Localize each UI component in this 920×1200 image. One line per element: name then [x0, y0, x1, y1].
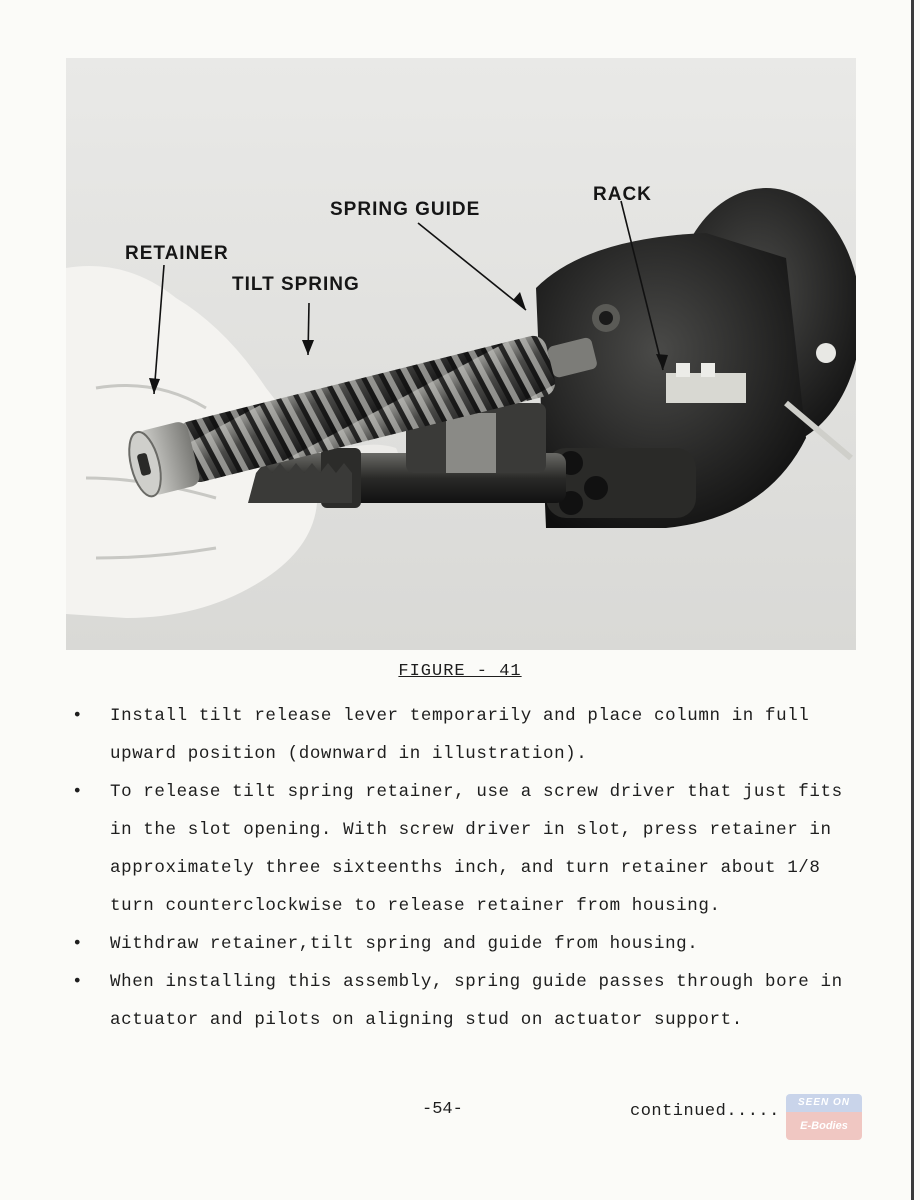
label-tilt-spring: TILT SPRING [232, 274, 360, 295]
list-item [70, 697, 850, 773]
list-item-text: When installing this assembly, spring guide passes through bore in actuator and pilots on aligning stud on actuator support. [110, 972, 843, 1030]
watermark-line2: E-Bodies [786, 1112, 862, 1140]
list-item [70, 773, 850, 925]
label-spring-guide: SPRING GUIDE [330, 199, 481, 220]
page-edge [911, 0, 914, 1200]
watermark-badge [786, 1094, 862, 1140]
label-retainer: RETAINER [125, 243, 229, 264]
label-rack: RACK [593, 184, 652, 205]
bullet-dot: • [72, 972, 84, 992]
list-item [70, 963, 850, 1039]
figure-caption [0, 662, 920, 681]
list-item [70, 925, 850, 963]
list-item-text: Withdraw retainer,tilt spring and guide from housing. [110, 934, 699, 954]
list-item-text: Install tilt release lever temporarily and place column in full upward position (downward in illustration). [110, 706, 810, 764]
continued-note: continued..... [630, 1102, 780, 1121]
list-item-text: To release tilt spring retainer, use a screw driver that just fits in the slot opening. With screw driver in slot, press retainer in approximately three sixteenths inch, and turn retainer about 1/8 turn counterclockwise to release retainer from housing. [110, 782, 843, 916]
figure-photo [66, 58, 856, 650]
steering-column-illustration [66, 58, 856, 650]
page-number: -54- [422, 1100, 463, 1119]
instruction-list [70, 697, 850, 1039]
bullet-dot: • [72, 934, 84, 954]
figure-caption-text: FIGURE - 41 [398, 662, 522, 681]
bullet-dot: • [72, 706, 84, 726]
bullet-dot: • [72, 782, 84, 802]
watermark-line1: SEEN ON [786, 1094, 862, 1112]
